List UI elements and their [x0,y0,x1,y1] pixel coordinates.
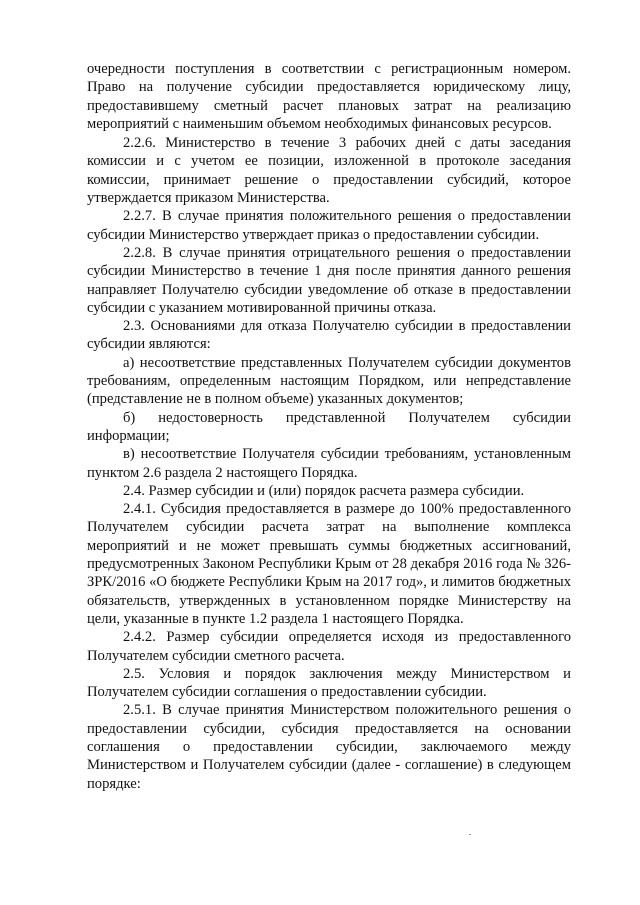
paragraph-2-5: 2.5. Условия и порядок заключения между Министерством и Получателем субсидии соглашения о предоставлении субсидии. [87,665,571,701]
paragraph-continuation: очередности поступления в соответствии с регистрационным номером. Право на получение субсидии предоставляется юридическому лицу, предоставившему сметный расчет плановых затрат на реализацию мероприятий с наименьшим объемом необходимых финансовых ресурсов. [87,61,571,132]
scan-speck [469,834,471,835]
paragraph-2-2-8: 2.2.8. В случае принятия отрицательного решения о предоставлении субсидии Министерство в течение 1 дня после принятия данного решения направляет Получателю субсидии уведомление об отказе в предоставлении субсидии с указанием мотивированной причины отказа. [87,244,571,316]
paragraph-item-b: б) недостоверность представленной Получателем субсидии информации; [87,409,571,444]
paragraph-2-5-1: 2.5.1. В случае принятия Министерством положительного решения о предоставлении субсидии, субсидия предоставляется на основании соглашения о предоставлении субсидии, заключаемого между Министерством и Получателем субсидии (далее - соглашение) в следующем порядке: [87,702,571,792]
paragraph-2-4-2: 2.4.2. Размер субсидии определяется исходя из предоставленного Получателем субсидии сметного расчета. [87,629,571,664]
paragraph-2-4: 2.4. Размер субсидии и (или) порядок расчета размера субсидии. [123,482,525,499]
paragraph-item-v: в) несоответствие Получателя субсидии требованиям, установленным пунктом 2.6 раздела 2 настоящего Порядка. [87,446,571,481]
paragraph-2-3: 2.3. Основаниями для отказа Получателю субсидии в предоставлении субсидии являются: [87,318,571,353]
document-page [87,60,571,793]
paragraph-item-a: а) несоответствие представленных Получателем субсидии документов требованиям, определенным настоящим Порядком, или непредставление (представление не в полном объеме) указанных документов; [87,354,571,408]
paragraph-2-2-7: 2.2.7. В случае принятия положительного решения о предоставлении субсидии Министерство утверждает приказ о предоставлении субсидии. [87,208,571,243]
paragraph-2-4-1: 2.4.1. Субсидия предоставляется в размере до 100% предоставленного Получателем субсидии расчета затрат на выполнение комплекса мероприятий и не может превышать суммы бюджетных ассигнований, предусмотренных Законом Республики Крым от 28 декабря 2016 года № 326-ЗРК/2016 «О бюджете Республики Крым на 2017 год», и лимитов бюджетных обязательств, утвержденных в установленном порядке Министерству на цели, указанные в пункте 1.2 раздела 1 настоящего Порядка. [87,501,571,627]
paragraph-2-2-6: 2.2.6. Министерство в течение 3 рабочих дней с даты заседания комиссии и с учетом ее позиции, изложенной в протоколе заседания комиссии, принимает решение о предоставлении субсидий, которое утверждается приказом Министерства. [87,135,571,207]
